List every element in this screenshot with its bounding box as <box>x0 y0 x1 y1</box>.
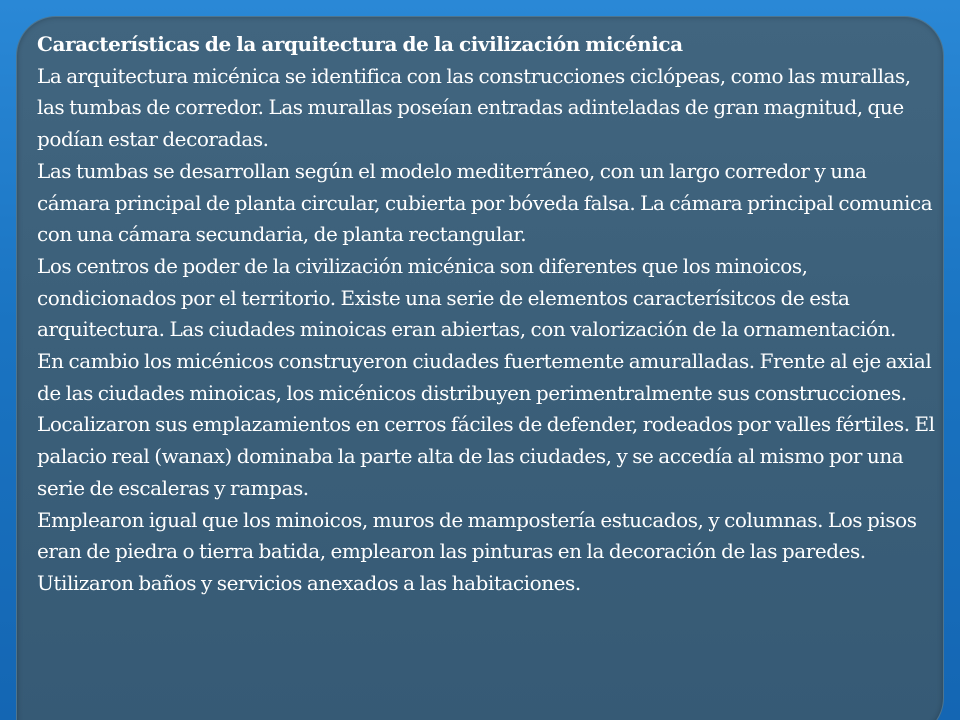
paragraph-tumbas: Las tumbas se desarrollan según el modelo mediterráneo, con un largo corredor y una cámara principal de planta circular, cubierta por bóveda falsa. La cámara principal comunica con una cámara secundaria, de planta rectangular. <box>37 158 933 247</box>
paragraph-ciudades-amuralladas: En cambio los micénicos construyeron ciudades fuertemente amuralladas. Frente al eje axial de las ciudades minoicas, los micénicos distribuyen perimentralmente sus construcciones. Localizaron sus emplazamientos en cerros fáciles de defender, rodeados por valles fértiles. El palacio real (wanax) dominaba la parte alta de las ciudades, y se accedía al mismo por una serie de escaleras y rampas. <box>37 349 935 500</box>
paragraph-centros-poder: Los centros de poder de la civilización micénica son diferentes que los minoicos, condicionados por el territorio. Existe una serie de elementos caracterísitcos de esta arquitectura. Las ciudades minoicas eran abiertas, con valorización de la ornamentación. <box>37 253 896 342</box>
slide-text-body <box>37 29 937 600</box>
paragraph-murallas: La arquitectura micénica se identifica con las construcciones ciclópeas, como las murallas, las tumbas de corredor. Las murallas poseían entradas adinteladas de gran magnitud, que podían estar decoradas. <box>37 63 911 152</box>
slide-title: Características de la arquitectura de la civilización micénica <box>37 32 683 56</box>
paragraph-materiales: Emplearon igual que los minoicos, muros de mampostería estucados, y columnas. Los pisos eran de piedra o tierra batida, emplearon las pinturas en la decoración de las paredes. Utilizaron baños y servicios anexados a las habitaciones. <box>37 507 917 595</box>
content-panel <box>16 16 944 720</box>
